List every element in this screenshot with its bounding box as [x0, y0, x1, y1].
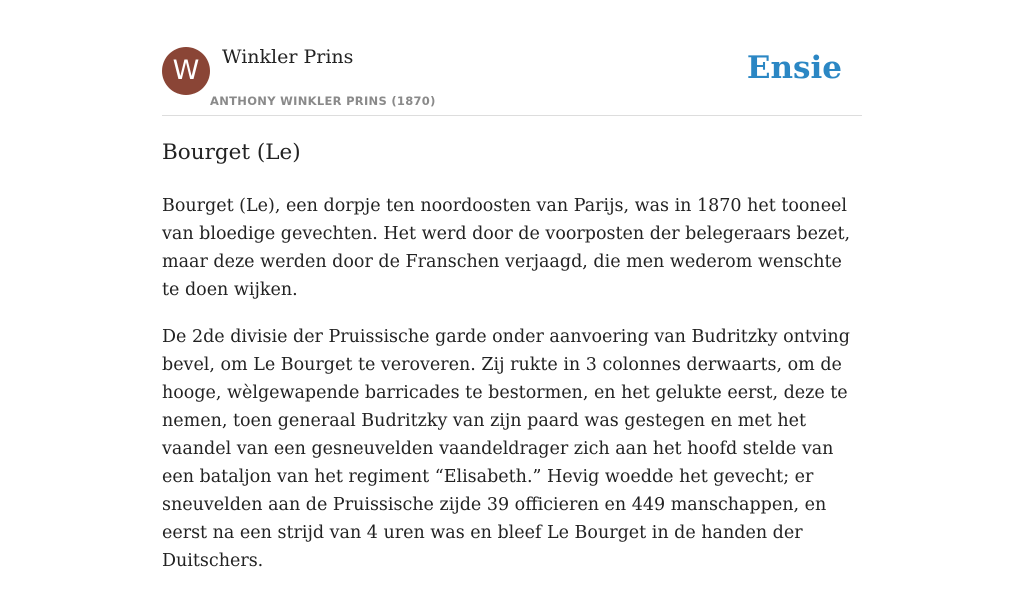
entry-body — [162, 192, 862, 594]
page — [162, 0, 862, 571]
paragraph: De 2de divisie der Pruissische garde onder aanvoering van Budritzky ontving bevel, om Le Bourget te veroveren. Zij rukte in 3 colonnes derwaarts, om de hooge, wèlgewapende barricades te bestormen, en het gelukte eerst, deze te nemen, toen generaal Budritzky van zijn paard was gestegen en met het vaandel van een gesneuvelden vaandeldrager zich aan het hoofd stelde van een bataljon van het regiment “Elisabeth.” Hevig woedde het gevecht; er sneuvelden aan de Pruissische zijde 39 officieren en 449 manschappen, en eerst na een strijd van 4 uren was en bleef Le Bourget in de handen der Duitschers. — [162, 327, 850, 571]
brand-logo[interactable]: Ensie — [746, 50, 842, 86]
paragraph: Bourget (Le), een dorpje ten noordoosten van Parijs, was in 1870 het tooneel van bloedige gevechten. Het werd door de voorposten der belegeraars bezet, maar deze werden door de Franschen verjaagd, die men wederom wenschte te doen wijken. — [162, 196, 851, 300]
source-author: ANTHONY WINKLER PRINS (1870) — [210, 94, 436, 108]
source-title-link[interactable]: Winkler Prins — [222, 46, 354, 68]
source-header — [162, 0, 862, 116]
entry-title: Bourget (Le) — [162, 140, 301, 165]
source-avatar[interactable]: W — [162, 47, 210, 95]
